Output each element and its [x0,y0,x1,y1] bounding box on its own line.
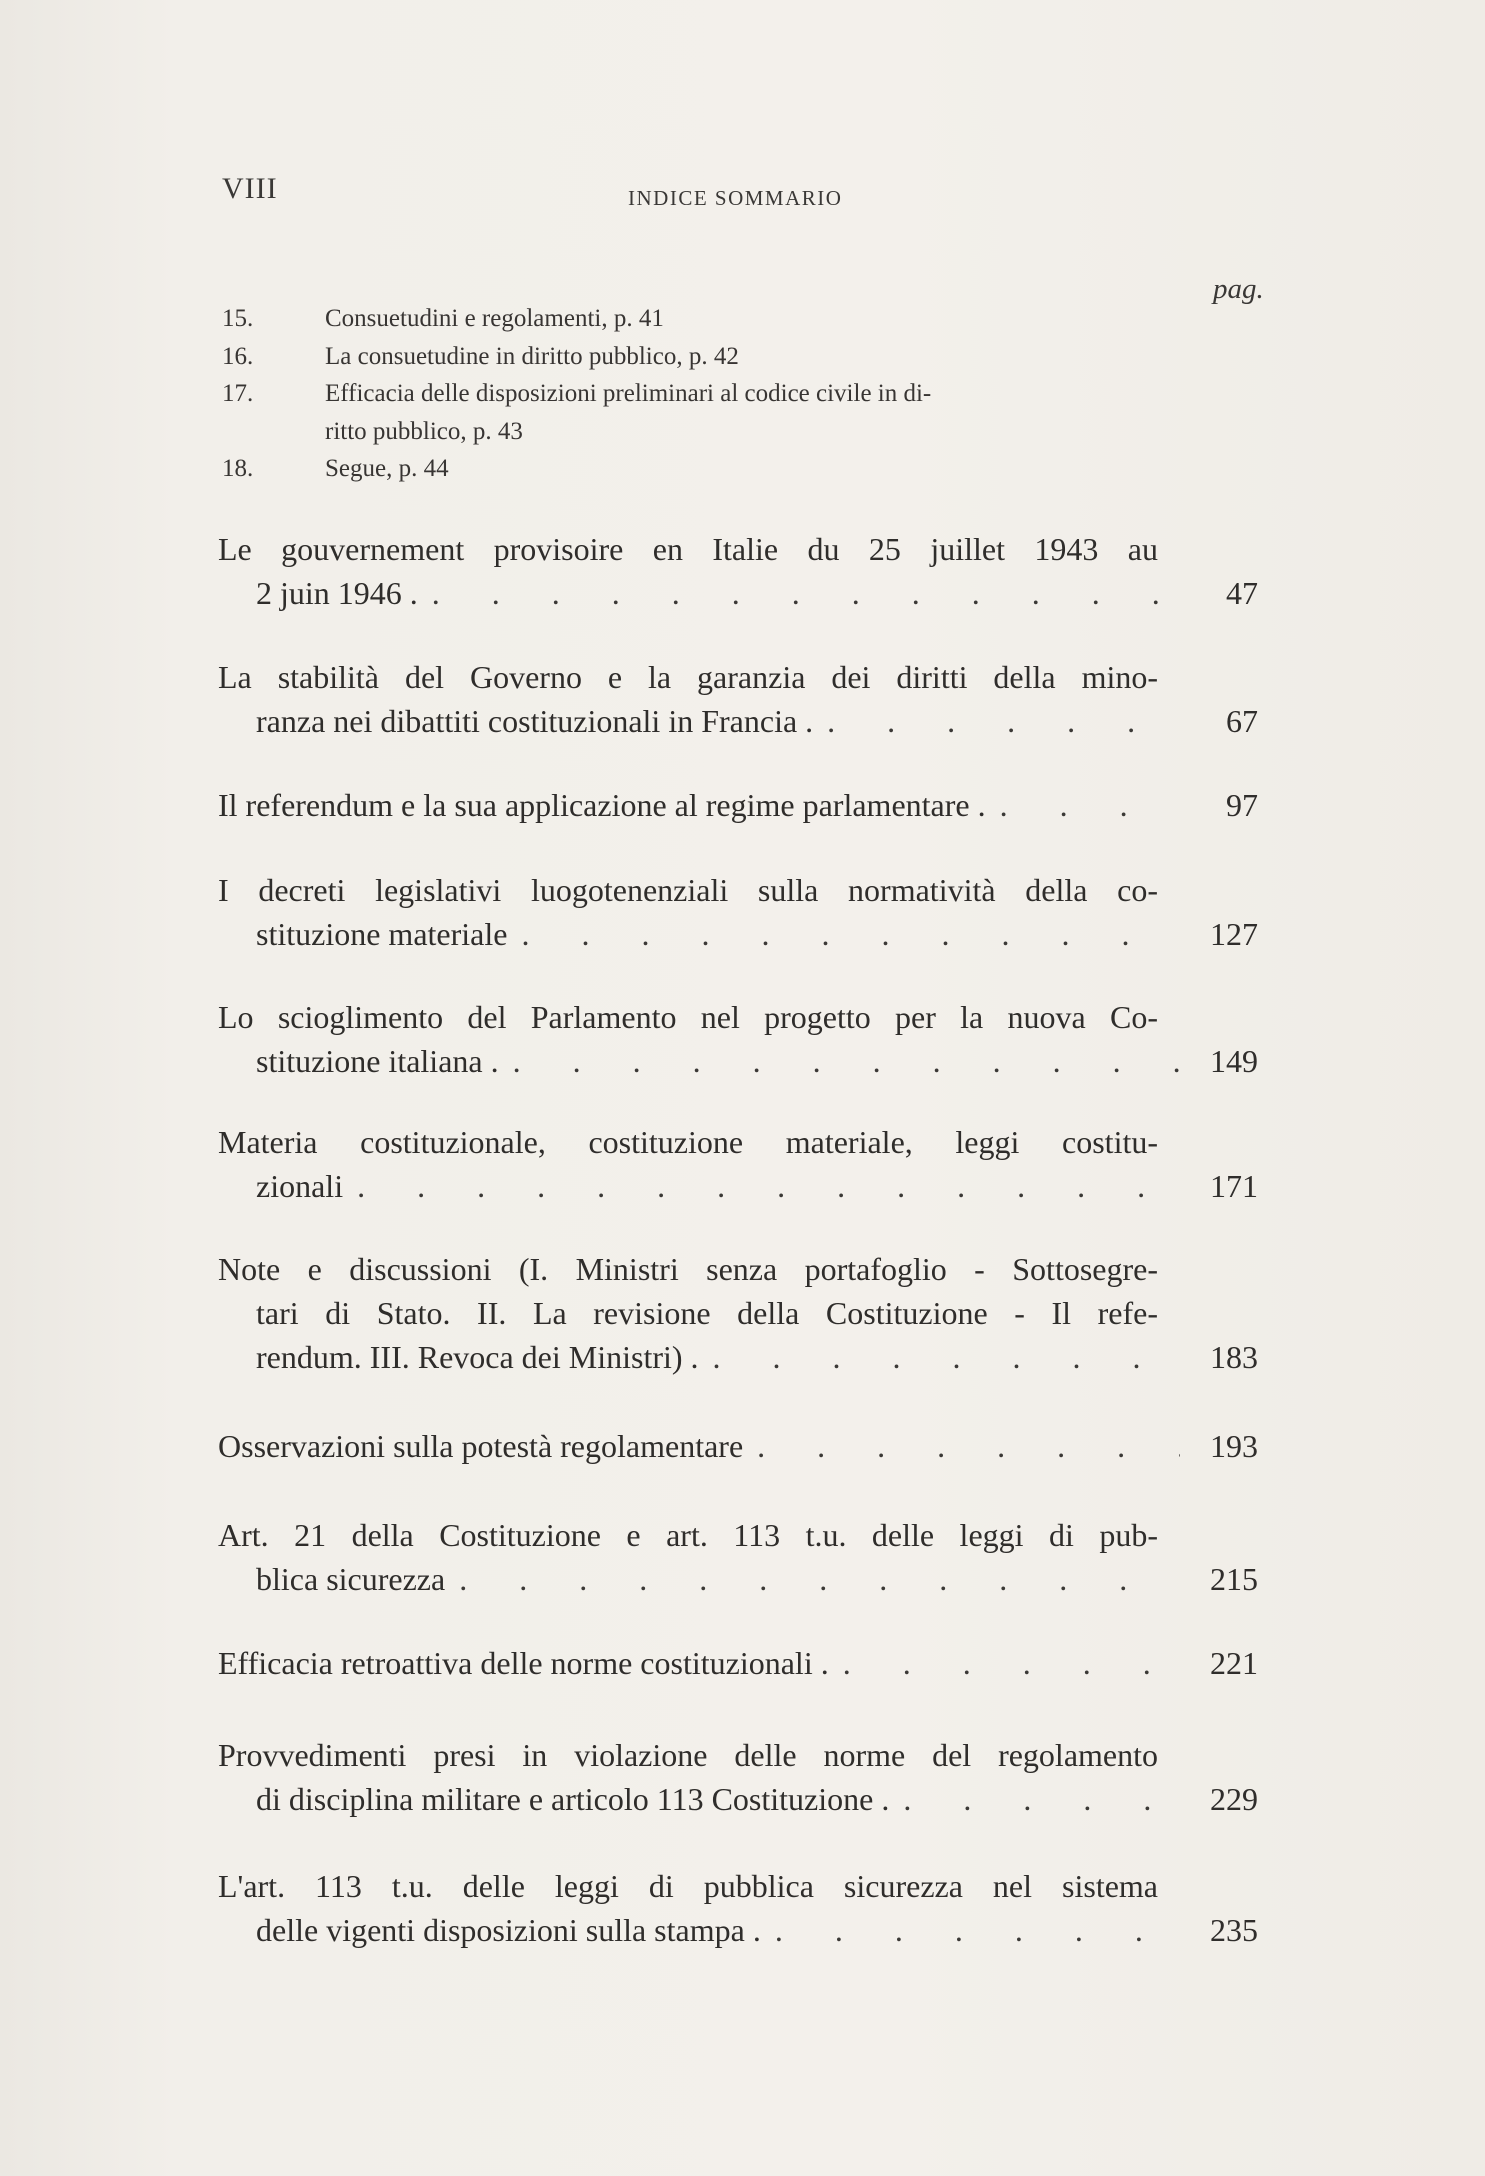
running-head: INDICE SOMMARIO [628,186,843,210]
toc-entry-title-continued: rendum. III. Revoca dei Ministri) . [256,1339,699,1375]
toc-entry-page: 183 [1210,1339,1258,1375]
toc-entry[interactable] [218,1247,1258,1379]
toc-entry[interactable] [218,1733,1258,1821]
dot-leader [445,1557,1180,1601]
toc-entry[interactable] [218,783,1258,827]
dot-leader [813,699,1180,743]
toc-entry-title: Note e discussioni (I. Ministri senza portafoglio - Sottosegre- [218,1251,1158,1287]
sub-item-text: Efficacia delle disposizioni preliminari al codice civile in di- [325,380,932,407]
toc-entry-page: 149 [1210,1043,1258,1079]
toc-entry[interactable] [218,655,1258,743]
toc-entry-title: Le gouvernement provisoire en Italie du 25 juillet 1943 au [218,531,1158,567]
toc-entry-title: Materia costituzionale, costituzione materiale, leggi costitu- [218,1124,1158,1160]
toc-entry-title: Provvedimenti presi in violazione delle norme del regolamento [218,1737,1158,1773]
toc-entry[interactable] [218,1864,1258,1952]
toc-entry-title-continued: tari di Stato. II. La revisione della Costituzione - Il refe- [256,1295,1158,1331]
toc-entry-page: 97 [1226,787,1258,823]
sub-item [222,375,1142,450]
toc-entry[interactable] [218,1513,1258,1601]
toc-entry-page: 235 [1210,1912,1258,1948]
toc-entry-title: L'art. 113 t.u. delle leggi di pubblica sicurezza nel sistema [218,1868,1158,1904]
toc-entry-title-continued: zionali [256,1168,344,1204]
sub-item-text-continued: ritto pubblico, p. 43 [325,417,523,445]
toc-entry-title-continued: blica sicurezza [256,1561,446,1597]
sub-item-text: La consuetudine in diritto pubblico, p. 42 [325,342,739,370]
dot-leader [829,1641,1180,1685]
toc-entry-title: Efficacia retroattiva delle norme costituzionali . [218,1645,829,1681]
dot-leader [418,571,1180,615]
toc-entry-title: Il referendum e la sua applicazione al regime parlamentare . [218,787,986,823]
toc-entry[interactable] [218,995,1258,1083]
dot-leader [343,1164,1180,1208]
sub-item-list [222,300,1142,488]
sub-item-number: 18. [222,455,254,482]
toc-entry-title: Osservazioni sulla potestà regolamentare [218,1428,744,1464]
toc-entry-page: 215 [1210,1561,1258,1597]
toc-entry-title: I decreti legislativi luogotenenziali sulla normatività della co- [218,872,1158,908]
toc-entry-page: 127 [1210,916,1258,952]
toc-entry-page: 171 [1210,1168,1258,1204]
sub-item [222,450,1142,488]
sub-item-number: 16. [222,342,254,370]
toc-entry[interactable] [218,868,1258,956]
toc-entry[interactable] [218,1120,1258,1208]
dot-leader [743,1424,1180,1468]
dot-leader [499,1039,1180,1083]
dot-leader [507,912,1180,956]
sub-item [222,300,1142,338]
toc-entry-title: Art. 21 della Costituzione e art. 113 t.u. delle leggi di pub- [218,1517,1158,1553]
toc-entry[interactable] [218,1641,1258,1685]
toc-entry-page: 67 [1226,703,1258,739]
toc-entry-page: 193 [1210,1428,1258,1464]
toc-entry-title-continued: 2 juin 1946 . [256,575,418,611]
dot-leader [761,1908,1180,1952]
dot-leader [699,1335,1180,1379]
sub-item-text: Consuetudini e regolamenti, p. 41 [325,305,664,332]
toc-entry-title: La stabilità del Governo e la garanzia dei diritti della mino- [218,659,1158,695]
dot-leader [986,783,1180,827]
toc-entry-title-continued: delle vigenti disposizioni sulla stampa . [256,1912,761,1948]
page-column-label: pag. [1213,273,1264,305]
sub-item-number: 17. [222,380,254,407]
toc-entry-title-continued: di disciplina militare e articolo 113 Costituzione . [256,1781,890,1817]
toc-entry[interactable] [218,1424,1258,1468]
toc-entry-title-continued: stituzione materiale [256,916,508,952]
sub-item [222,338,1142,376]
toc-entry-page: 47 [1226,575,1258,611]
toc-entry[interactable] [218,527,1258,615]
toc-entry-page: 229 [1210,1781,1258,1817]
toc-entry-title: Lo scioglimento del Parlamento nel progetto per la nuova Co- [218,999,1158,1035]
toc-entry-title-continued: stituzione italiana . [256,1043,499,1079]
toc-entry-page: 221 [1210,1645,1258,1681]
sub-item-text: Segue, p. 44 [325,455,449,482]
page-number-folio: VIII [222,172,278,205]
toc-entry-title-continued: ranza nei dibattiti costituzionali in Francia . [256,703,814,739]
dot-leader [889,1777,1180,1821]
sub-item-number: 15. [222,305,254,332]
